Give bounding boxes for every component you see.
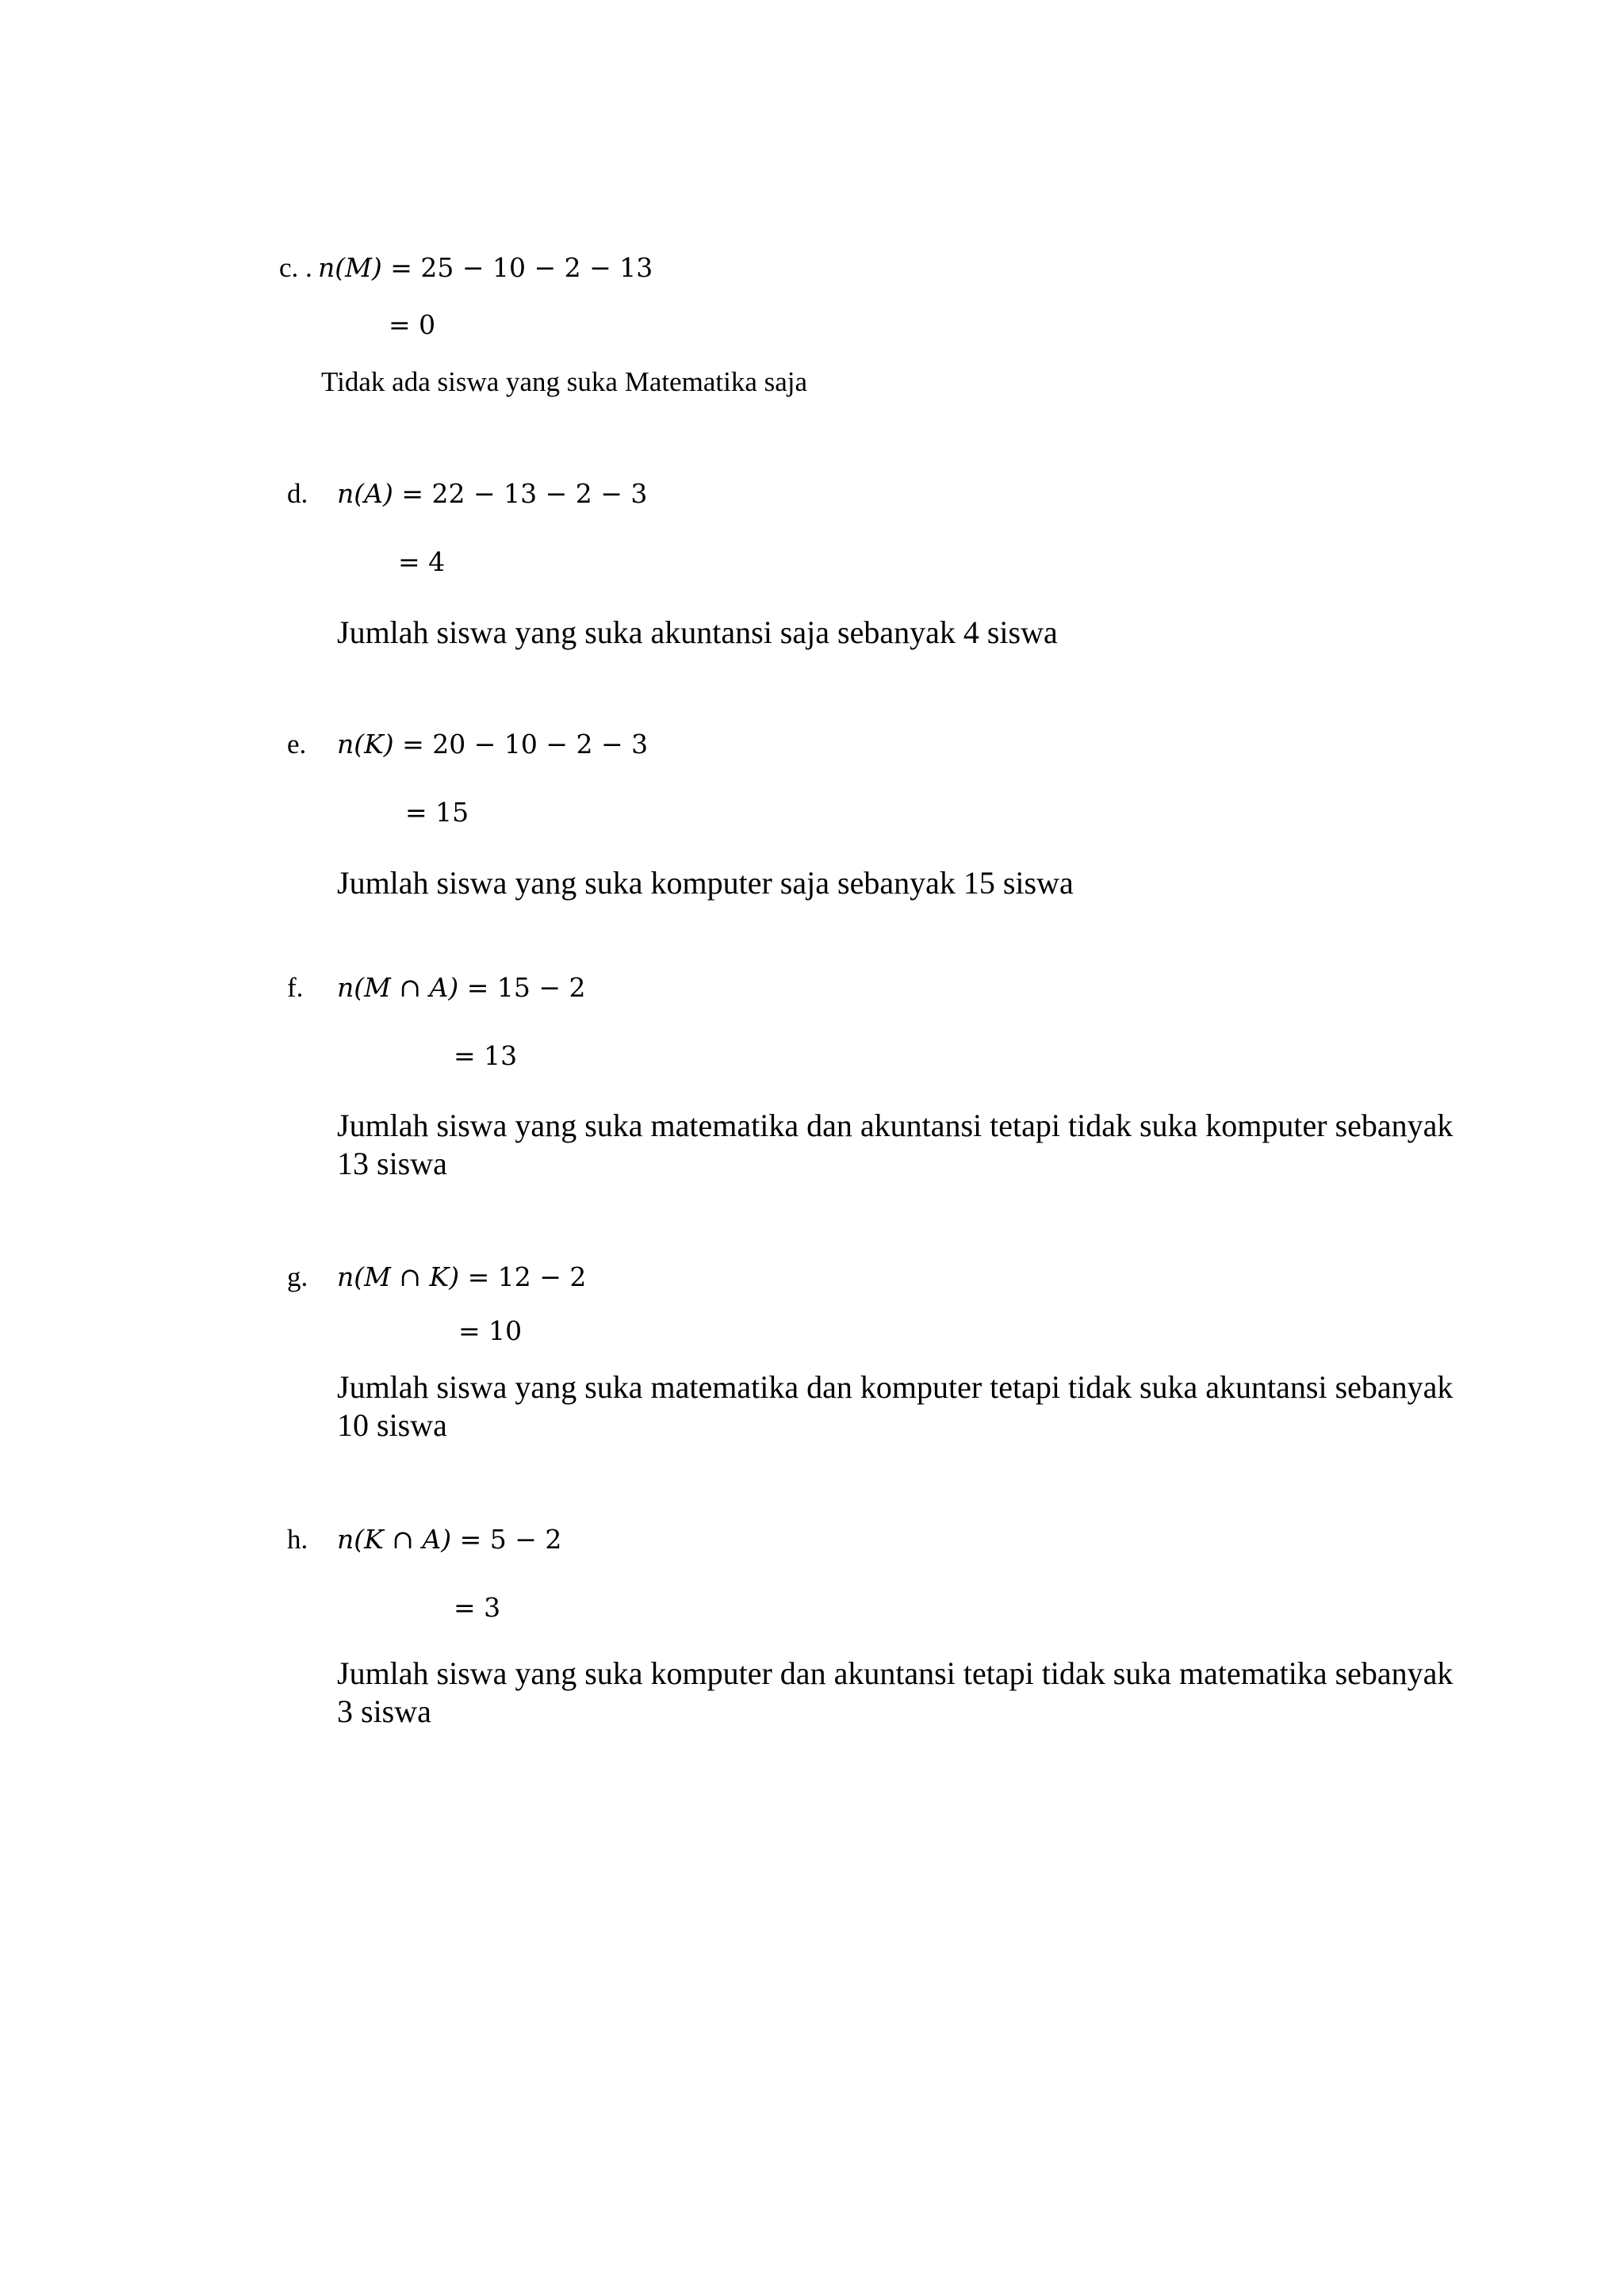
equation-result: = 4 xyxy=(398,546,446,577)
item-label: d. xyxy=(287,478,308,509)
item-label: e. xyxy=(287,729,307,760)
item-explanation-line-2: 3 siswa xyxy=(337,1693,431,1729)
equation-expression: = 20 − 10 − 2 − 3 xyxy=(402,729,649,760)
item-explanation: Jumlah siswa yang suka akuntansi saja sebanyak 4 siswa xyxy=(337,614,1058,650)
equation-lhs: n(M ∩ A) xyxy=(337,972,459,1003)
equation-result: = 13 xyxy=(454,1040,518,1071)
equation-lhs: n(K) xyxy=(337,729,394,760)
item-explanation-line-1: Jumlah siswa yang suka matematika dan akuntansi tetapi tidak suka komputer sebanyak xyxy=(337,1108,1454,1143)
equation-expression: = 22 − 13 − 2 − 3 xyxy=(401,478,648,509)
equation-lhs: n(M ∩ K) xyxy=(337,1261,460,1292)
equation-lhs: n(M) xyxy=(318,252,382,283)
equation-result: = 3 xyxy=(454,1592,501,1623)
equation-result: = 15 xyxy=(405,797,469,828)
item-explanation-line-2: 10 siswa xyxy=(337,1407,447,1443)
item-label: f. xyxy=(287,972,304,1003)
item-label: g. xyxy=(287,1261,308,1292)
item-explanation-line-2: 13 siswa xyxy=(337,1146,447,1181)
equation xyxy=(318,252,653,283)
equation-result: = 10 xyxy=(458,1315,523,1346)
equation-expression: = 5 − 2 xyxy=(459,1524,562,1555)
equation xyxy=(337,478,647,509)
equation xyxy=(337,729,648,760)
item-explanation-line-1: Jumlah siswa yang suka komputer dan akuntansi tetapi tidak suka matematika sebanyak xyxy=(337,1655,1454,1691)
equation-result: = 0 xyxy=(389,309,436,340)
equation xyxy=(337,1261,586,1292)
equation-lhs: n(A) xyxy=(337,478,393,509)
equation xyxy=(337,1524,561,1555)
item-label: c. . xyxy=(279,252,312,283)
equation-expression: = 15 − 2 xyxy=(466,972,586,1003)
equation-expression: = 12 − 2 xyxy=(467,1261,587,1292)
equation-lhs: n(K ∩ A) xyxy=(337,1524,452,1555)
item-explanation: Tidak ada siswa yang suka Matematika saja xyxy=(321,366,808,397)
item-explanation: Jumlah siswa yang suka komputer saja sebanyak 15 siswa xyxy=(337,865,1074,901)
item-explanation-line-1: Jumlah siswa yang suka matematika dan komputer tetapi tidak suka akuntansi sebanyak xyxy=(337,1369,1454,1405)
equation xyxy=(337,972,586,1003)
item-label: h. xyxy=(287,1524,308,1555)
equation-expression: = 25 − 10 − 2 − 13 xyxy=(390,252,653,283)
